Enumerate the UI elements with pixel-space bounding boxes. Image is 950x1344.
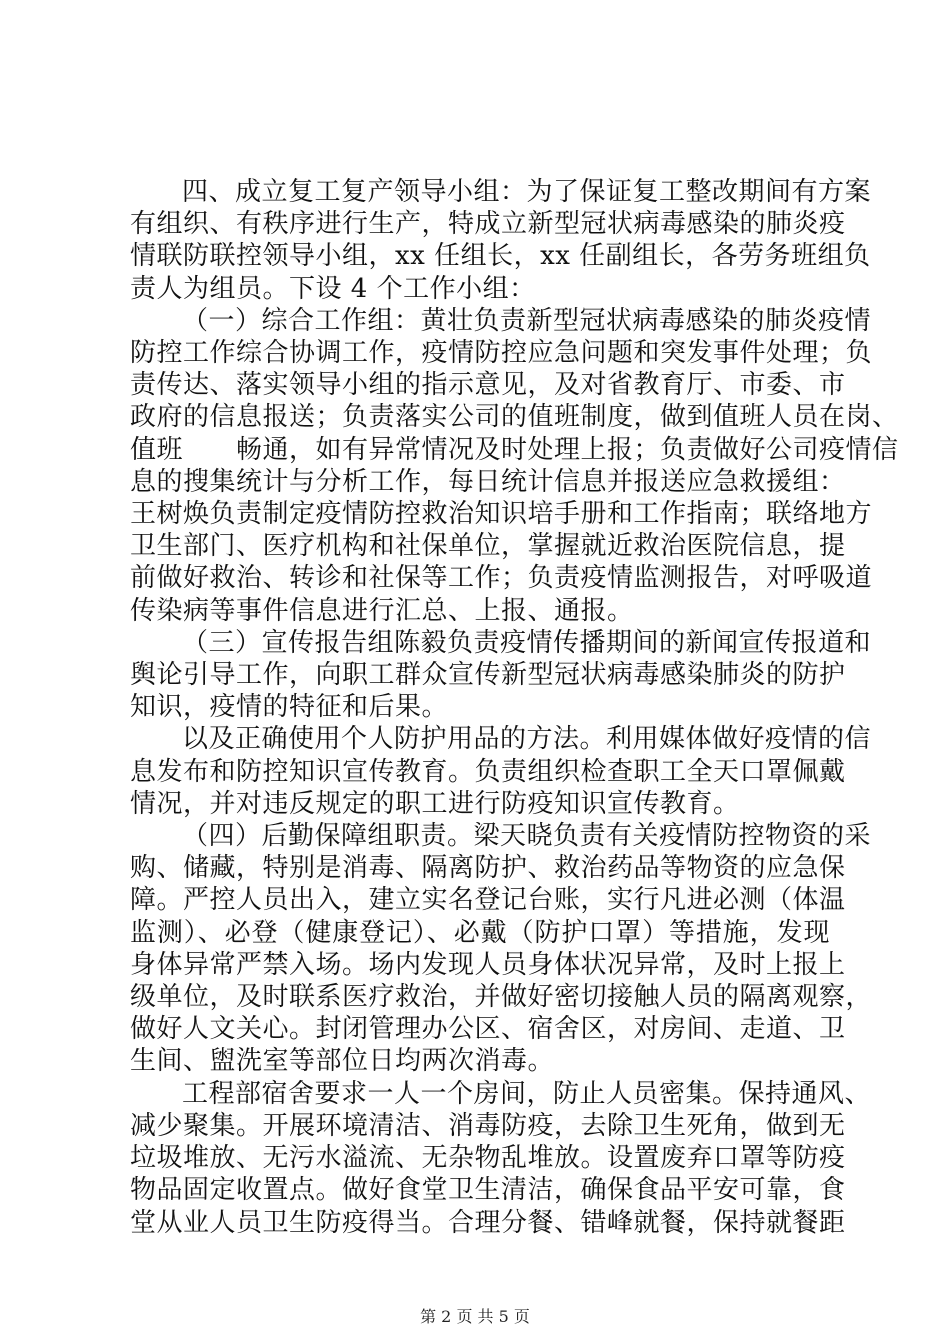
text-line: 工程部宿舍要求一人一个房间，防止人员密集。保持通风、 bbox=[182, 1078, 872, 1109]
page-footer bbox=[0, 1304, 950, 1327]
text-line: 息的搜集统计与分析工作，每日统计信息并报送应急救援组： bbox=[130, 466, 846, 497]
text-line: 有组织、有秩序进行生产，特成立新型冠状病毒感染的肺炎疫 bbox=[130, 209, 846, 240]
text-line: 情联防联控领导小组，xx 任组长，xx 任副组长，各劳务班组负 bbox=[130, 241, 871, 272]
text-line: 责传达、落实领导小组的指示意见，及对省教育厅、市委、市 bbox=[130, 370, 846, 401]
text-line: 卫生部门、医疗机构和社保单位，掌握就近救治医院信息，提 bbox=[130, 531, 846, 562]
paragraph-general-group bbox=[130, 305, 899, 627]
text-line: 传染病等事件信息进行汇总、上报、通报。 bbox=[130, 595, 634, 626]
text-line: 级单位，及时联系医疗救治，并做好密切接触人员的隔离观察， bbox=[130, 982, 873, 1013]
text-line: 政府的信息报送；负责落实公司的值班制度，做到值班人员在岗、 bbox=[130, 402, 899, 433]
text-line: 物品固定收置点。做好食堂卫生清洁，确保食品平安可靠，食 bbox=[130, 1175, 846, 1206]
text-line: 值班 畅通，如有异常情况及时处理上报；负责做好公司疫情信 bbox=[130, 434, 899, 465]
text-line: 生间、盥洗室等部位日均两次消毒。 bbox=[130, 1046, 555, 1077]
paragraph-protection-methods bbox=[130, 723, 872, 820]
text-line: 防控工作综合协调工作，疫情防控应急问题和突发事件处理；负 bbox=[130, 338, 873, 369]
text-line: 购、储藏，特别是消毒、隔离防护、救治药品等物资的应急保 bbox=[130, 853, 846, 884]
text-line: 垃圾堆放、无污水溢流、无杂物乱堆放。设置废弃口罩等防疫 bbox=[130, 1143, 846, 1174]
paragraph-publicity-group bbox=[130, 627, 872, 724]
text-line: （一）综合工作组：黄壮负责新型冠状病毒感染的肺炎疫情 bbox=[182, 305, 872, 336]
text-line: （三）宣传报告组陈毅负责疫情传播期间的新闻宣传报道和 bbox=[182, 627, 872, 658]
document-body bbox=[130, 176, 899, 1239]
paragraph-logistics-group bbox=[130, 820, 873, 1078]
page-number-label: 第 2 页 共 5 页 bbox=[420, 1307, 530, 1326]
text-line: 知识，疫情的特征和后果。 bbox=[130, 692, 449, 723]
text-line: 情况，并对违反规定的职工进行防疫知识宣传教育。 bbox=[130, 788, 740, 819]
text-line: 前做好救治、转诊和社保等工作；负责疫情监测报告，对呼吸道 bbox=[130, 563, 873, 594]
text-line: 王树焕负责制定疫情防控救治知识培手册和工作指南；联络地方 bbox=[130, 499, 873, 530]
text-line: 做好人文关心。封闭管理办公区、宿舍区，对房间、走道、卫 bbox=[130, 1014, 846, 1045]
paragraph-leadership-group bbox=[130, 176, 872, 305]
text-line: 息发布和防控知识宣传教育。负责组织检查职工全天口罩佩戴 bbox=[130, 756, 846, 787]
text-line: （四）后勤保障组职责。梁天晓负责有关疫情防控物资的采 bbox=[182, 821, 872, 852]
text-line: 身体异常严禁入场。场内发现人员身体状况异常，及时上报上 bbox=[130, 949, 846, 980]
text-line: 责人为组员。下设 4 个工作小组： bbox=[130, 273, 536, 304]
text-line: 以及正确使用个人防护用品的方法。利用媒体做好疫情的信 bbox=[182, 724, 872, 755]
text-line: 舆论引导工作，向职工群众宣传新型冠状病毒感染肺炎的防护 bbox=[130, 660, 846, 691]
text-line: 减少聚集。开展环境清洁、消毒防疫，去除卫生死角，做到无 bbox=[130, 1110, 846, 1141]
text-line: 障。严控人员出入，建立实名登记台账，实行凡进必测（体温 bbox=[130, 885, 846, 916]
text-line: 监测）、必登（健康登记）、必戴（防护口罩）等措施，发现 bbox=[130, 917, 830, 948]
paragraph-dormitory bbox=[130, 1078, 872, 1239]
text-line: 四、成立复工复产领导小组：为了保证复工整改期间有方案 bbox=[182, 177, 872, 207]
text-line: 堂从业人员卫生防疫得当。合理分餐、错峰就餐，保持就餐距 bbox=[130, 1207, 846, 1238]
